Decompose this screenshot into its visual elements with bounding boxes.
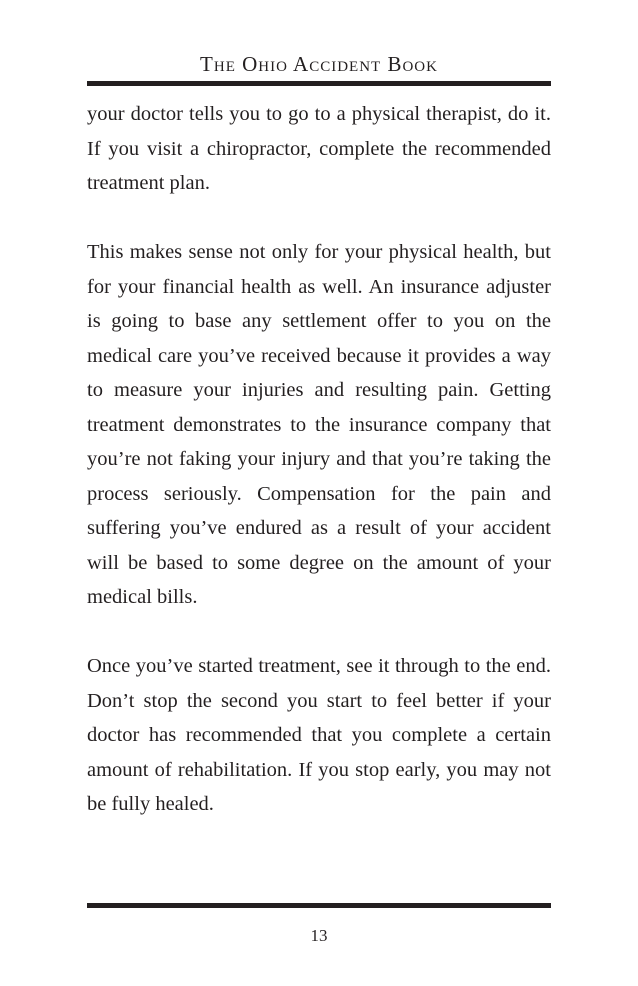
paragraph-1: your doctor tells you to go to a physical therapist, do it. If you visit a chiropractor, complete the recommended treatment plan. bbox=[87, 103, 551, 194]
paragraph-2: This makes sense not only for your physical health, but for your financial health as well. An insurance adjuster is going to base any settlement offer to you on the medical care you’ve received because it provides a way to measure your injuries and resulting pain. Getting treatment demonstrates to the insurance company that you’re not faking your injury and that you’re taking the process seriously. Compensation for the pain and suffering you’ve endured as a result of your accident will be based to some degree on the amount of your medical bills. bbox=[87, 241, 551, 608]
header-rule bbox=[87, 81, 551, 86]
page-number: 13 bbox=[310, 926, 328, 945]
paragraph-3: Once you’ve started treatment, see it through to the end. Don’t stop the second you start to feel better if your doctor has recommended that you complete a certain amount of rehabilitation. If you stop early, you may not be fully healed. bbox=[87, 655, 551, 815]
running-head: The Ohio Accident Book bbox=[200, 52, 438, 76]
footer-rule bbox=[87, 903, 551, 908]
body-text bbox=[87, 97, 551, 822]
